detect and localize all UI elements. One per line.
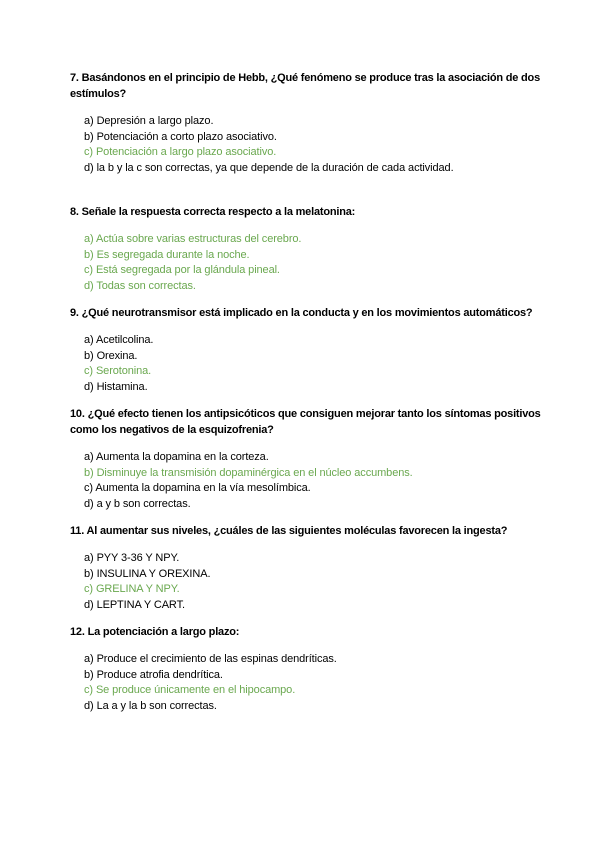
question-text: Basándonos en el principio de Hebb, ¿Qué fenómeno se produce tras la asociación de dos estímulos? xyxy=(70,72,540,100)
question-number: 7. xyxy=(70,72,79,84)
option-label: c) xyxy=(84,146,93,158)
question-heading xyxy=(70,204,560,220)
question-text: Señale la respuesta correcta respecto a la melatonina: xyxy=(81,206,356,218)
answer-option-correct xyxy=(84,145,572,161)
answer-option-correct xyxy=(84,466,572,482)
answer-option xyxy=(84,114,572,130)
answer-option xyxy=(84,668,572,684)
option-label: d) xyxy=(84,598,94,611)
answer-option xyxy=(84,598,572,614)
option-label: c) xyxy=(84,583,93,595)
option-text: PYY 3-36 Y NPY. xyxy=(96,552,180,564)
option-label: b) xyxy=(84,567,94,580)
option-label: b) xyxy=(84,130,94,143)
answer-option xyxy=(84,130,572,146)
answer-option xyxy=(84,450,572,466)
option-label: c) xyxy=(84,684,93,696)
option-label: a) xyxy=(84,233,94,245)
option-label: c) xyxy=(84,365,93,377)
option-text: Todas son correctas. xyxy=(96,279,196,292)
answer-option-correct xyxy=(84,582,572,598)
option-text: INSULINA Y OREXINA. xyxy=(96,567,211,580)
option-text: Histamina. xyxy=(96,380,148,393)
option-text: La a y la b son correctas. xyxy=(96,699,217,712)
options-list xyxy=(84,232,572,294)
option-text: Produce atrofia dendrítica. xyxy=(96,668,223,681)
answer-option-correct xyxy=(84,279,572,295)
options-list xyxy=(84,333,572,395)
option-label: d) xyxy=(84,279,94,292)
question-heading xyxy=(70,406,560,438)
option-text: Está segregada por la glándula pineal. xyxy=(95,264,280,276)
answer-option-correct xyxy=(84,232,572,248)
answer-option xyxy=(84,699,572,715)
option-text: Se produce únicamente en el hipocampo. xyxy=(95,684,296,696)
option-text: la b y la c son correctas, ya que depende de la duración de cada actividad. xyxy=(96,161,454,174)
question-text: Al aumentar sus niveles, ¿cuáles de las siguientes moléculas favorecen la ingesta? xyxy=(86,525,508,537)
question-text: ¿Qué neurotransmisor está implicado en la conducta y en los movimientos automáticos? xyxy=(81,307,533,319)
options-list xyxy=(84,551,572,613)
question-block xyxy=(70,624,572,714)
question-number: 10. xyxy=(70,408,85,420)
option-label: a) xyxy=(84,552,94,564)
question-block xyxy=(70,406,572,512)
option-label: a) xyxy=(84,653,94,665)
option-text: LEPTINA Y CART. xyxy=(96,598,185,611)
answer-option xyxy=(84,481,572,497)
question-heading xyxy=(70,70,560,102)
option-label: d) xyxy=(84,161,94,174)
answer-option-correct xyxy=(84,364,572,380)
options-list xyxy=(84,652,572,714)
answer-option xyxy=(84,567,572,583)
option-text: GRELINA Y NPY. xyxy=(95,583,180,595)
option-label: b) xyxy=(84,248,94,261)
question-block xyxy=(70,70,572,176)
option-text: Potenciación a corto plazo asociativo. xyxy=(96,130,277,143)
answer-option xyxy=(84,551,572,567)
option-text: Acetilcolina. xyxy=(95,334,154,346)
options-list xyxy=(84,114,572,176)
option-text: Potenciación a largo plazo asociativo. xyxy=(95,146,277,158)
answer-option-correct xyxy=(84,248,572,264)
option-label: a) xyxy=(84,451,94,463)
question-heading xyxy=(70,523,560,539)
option-label: d) xyxy=(84,497,94,510)
option-label: c) xyxy=(84,482,93,494)
question-block xyxy=(70,204,572,294)
option-text: Actúa sobre varias estructuras del cerebro. xyxy=(95,233,302,245)
option-text: Produce el crecimiento de las espinas dendríticas. xyxy=(96,653,337,665)
options-list xyxy=(84,450,572,512)
option-label: b) xyxy=(84,668,94,681)
answer-option xyxy=(84,652,572,668)
option-text: Es segregada durante la noche. xyxy=(96,248,250,261)
option-label: a) xyxy=(84,115,94,127)
answer-option xyxy=(84,380,572,396)
question-list xyxy=(70,70,572,714)
option-text: Orexina. xyxy=(96,349,138,362)
question-number: 12. xyxy=(70,626,85,638)
question-heading xyxy=(70,305,560,321)
answer-option-correct xyxy=(84,683,572,699)
option-label: d) xyxy=(84,380,94,393)
answer-option xyxy=(84,161,572,177)
question-number: 9. xyxy=(70,307,79,319)
question-text: ¿Qué efecto tienen los antipsicóticos que consiguen mejorar tanto los síntomas positivos como los negativos de la esquizofrenia? xyxy=(70,408,541,436)
option-text: a y b son correctas. xyxy=(96,497,191,510)
option-label: a) xyxy=(84,334,94,346)
option-label: d) xyxy=(84,699,94,712)
question-text: La potenciación a largo plazo: xyxy=(87,626,240,638)
option-label: b) xyxy=(84,466,94,479)
question-number: 8. xyxy=(70,206,79,218)
option-text: Aumenta la dopamina en la vía mesolímbica. xyxy=(95,482,311,494)
option-text: Disminuye la transmisión dopaminérgica en el núcleo accumbens. xyxy=(96,466,413,479)
question-block xyxy=(70,305,572,395)
option-text: Serotonina. xyxy=(95,365,152,377)
question-heading xyxy=(70,624,560,640)
option-text: Depresión a largo plazo. xyxy=(96,115,214,127)
option-label: c) xyxy=(84,264,93,276)
answer-option-correct xyxy=(84,263,572,279)
answer-option xyxy=(84,333,572,349)
question-block xyxy=(70,523,572,613)
answer-option xyxy=(84,349,572,365)
option-label: b) xyxy=(84,349,94,362)
answer-option xyxy=(84,497,572,513)
question-number: 11. xyxy=(70,525,85,537)
option-text: Aumenta la dopamina en la corteza. xyxy=(95,451,269,463)
